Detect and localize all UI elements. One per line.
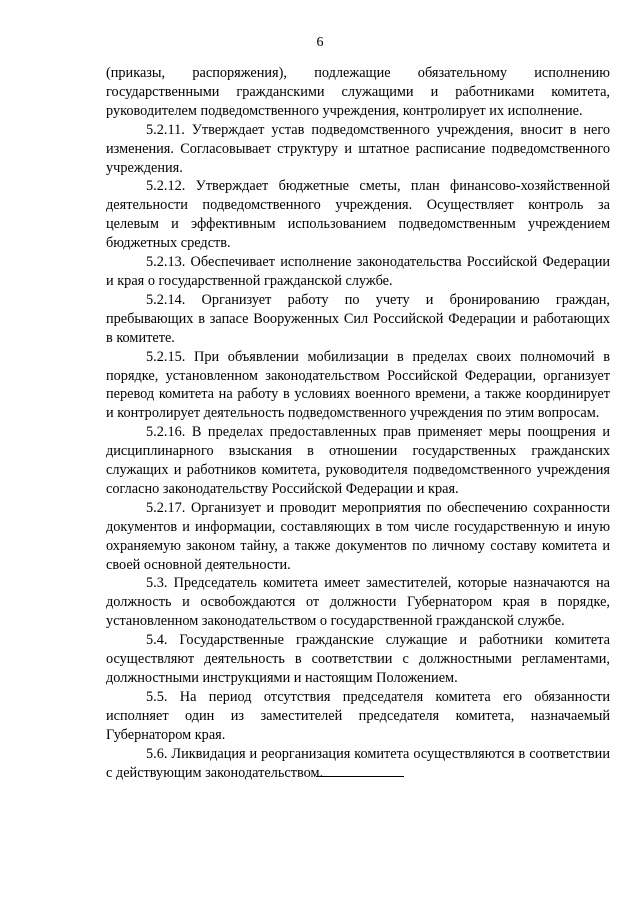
- page-number: 6: [316, 35, 324, 50]
- paragraph-5-2-12: 5.2.12. Утверждает бюджетные сметы, план финансово-хозяйственной деятельности подведомственного учреждения. Осуществляет контроль за целевым и эффективным использованием подведомственным учреждением бюджетных средств.: [106, 178, 610, 252]
- paragraph-5-2-15: 5.2.15. При объявлении мобилизации в пределах своих полномочий в порядке, установленном законодательством Российской Федерации, организует перевод комитета на работу в условиях военного времени, а также координирует и контролирует деятельность подведомственного учреждения по этим вопросам.: [106, 348, 610, 422]
- paragraph-5-4: 5.4. Государственные гражданские служащие и работники комитета осуществляют деятельность в соответствии с должностными регламентами, должностными инструкциями и настоящим Положением.: [106, 632, 610, 686]
- paragraph-5-3: 5.3. Председатель комитета имеет заместителей, которые назначаются на должность и освобождаются от должности Губернатором края в порядке, установленном законодательством о государственной гражданской службе.: [106, 575, 610, 630]
- paragraph-5-6: 5.6. Ликвидация и реорганизация комитета осуществляются в соответствии с действующим законодательством.: [106, 745, 610, 781]
- document-body: [106, 64, 610, 782]
- paragraph-5-2-14: 5.2.14. Организует работу по учету и бронированию граждан, пребывающих в запасе Вооруженных Сил Российской Федерации и работающих в комитете.: [106, 291, 610, 346]
- paragraph-5-2-17: 5.2.17. Организует и проводит мероприятия по обеспечению сохранности документов и информации, составляющих в том числе государственную и иную охраняемую законом тайну, а также документов по личному составу комитета и своей основной деятельности.: [106, 499, 610, 573]
- paragraph-5-2-16: 5.2.16. В пределах предоставленных прав применяет меры поощрения и дисциплинарного взыскания в отношении государственных гражданских служащих и работников комитета, руководителя подведомственного учреждения согласно законодательству Российской Федерации и края.: [106, 424, 610, 497]
- paragraph-continuation: (приказы, распоряжения), подлежащие обязательному исполнению государственными гражданскими служащими и работниками комитета, руководителем подведомственного учреждения, контролирует их исполнение.: [106, 65, 610, 119]
- paragraph-5-2-11: 5.2.11. Утверждает устав подведомственного учреждения, вносит в него изменения. Согласовывает структуру и штатное расписание подведомственного учреждения.: [106, 121, 610, 176]
- paragraph-5-5: 5.5. На период отсутствия председателя комитета его обязанности исполняет один из заместителей председателя комитета, назначаемый Губернатором края.: [106, 688, 610, 743]
- end-separator-line: [316, 776, 404, 777]
- paragraph-5-2-13: 5.2.13. Обеспечивает исполнение законодательства Российской Федерации и края о государственной гражданской службе.: [106, 254, 610, 289]
